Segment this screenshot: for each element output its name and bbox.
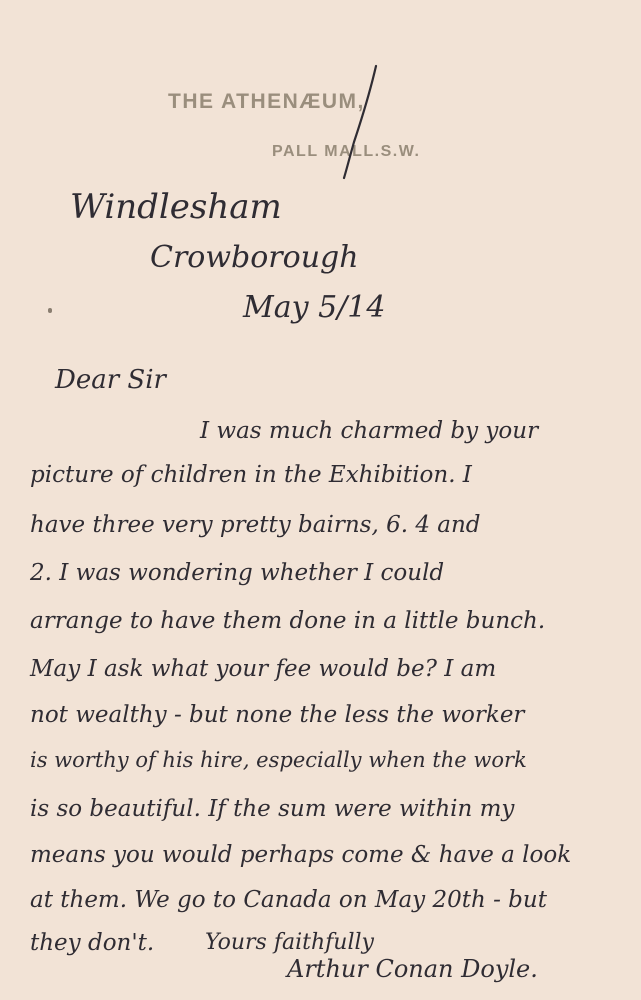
body-line: arrange to have them done in a little bunch. (30, 608, 546, 634)
body-line: is so beautiful. If the sum were within my (30, 796, 515, 822)
body-line: they don't. (30, 930, 155, 956)
salutation: Dear Sir (55, 365, 166, 395)
sender-address-line2: Crowborough (150, 240, 359, 275)
paper-mark (48, 308, 52, 313)
letter-date: May 5/14 (243, 290, 386, 325)
sender-address-line1: Windlesham (70, 187, 282, 227)
body-line: picture of children in the Exhibition. I (30, 462, 472, 488)
letterhead-address: PALL MALL.S.W. (272, 143, 421, 160)
letterhead-name: THE ATHENÆUM, (168, 90, 365, 113)
body-line: have three very pretty bairns, 6. 4 and (30, 512, 481, 538)
body-line: I was much charmed by your (200, 418, 539, 444)
signature: Arthur Conan Doyle. (287, 955, 538, 983)
closing: Yours faithfully (205, 930, 374, 955)
body-line: is worthy of his hire, especially when the work (30, 748, 527, 772)
body-line: at them. We go to Canada on May 20th - but (30, 887, 547, 913)
body-line: 2. I was wondering whether I could (30, 560, 445, 586)
body-line: May I ask what your fee would be? I am (30, 656, 497, 682)
body-line: means you would perhaps come & have a look (30, 842, 572, 868)
body-line: not wealthy - but none the less the worker (30, 702, 525, 728)
